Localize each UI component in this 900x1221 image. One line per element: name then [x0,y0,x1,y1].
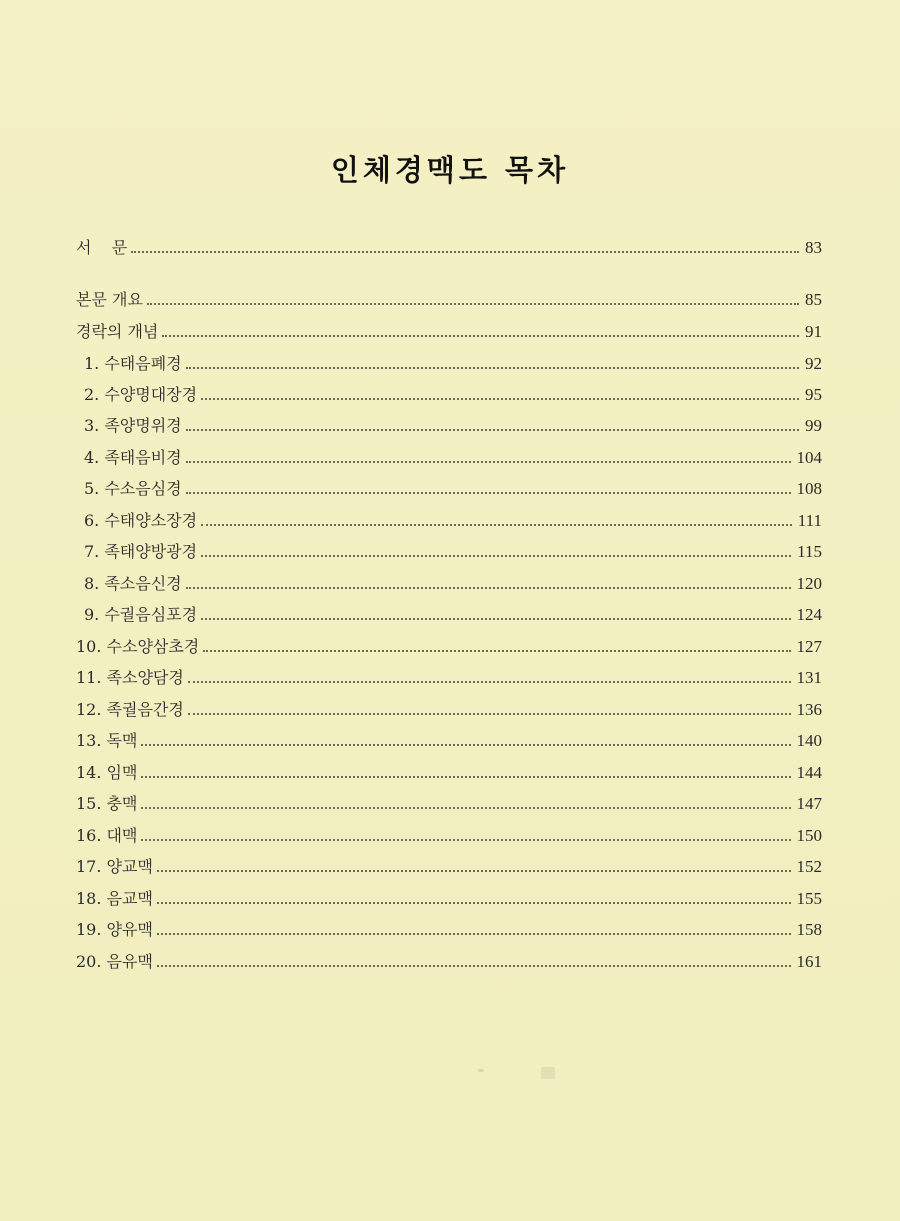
toc-entry-page: 161 [796,952,822,971]
toc-leader-dots [157,902,791,904]
toc-entry-page: 155 [796,889,822,908]
toc-entry [84,505,822,531]
toc-entry-page: 152 [796,857,822,876]
toc-entry [84,348,822,374]
toc-leader-dots [157,870,791,872]
toc-entry [76,232,822,258]
toc-leader-dots [188,713,791,715]
toc-entry-label: 7. 족태양방광경 [84,542,198,561]
toc-entry-label: 경락의 개념 [76,322,159,341]
toc-entry-page: 136 [796,700,822,719]
toc-leader-dots [188,681,791,683]
toc-entry-page: 140 [796,731,822,750]
toc-leader-dots [186,461,791,463]
toc-entry-label: 8. 족소음신경 [84,574,182,593]
toc-entry-label: 9. 수궐음심포경 [84,605,198,624]
toc-leader-dots [147,303,799,305]
toc-entry [84,379,822,405]
toc-entry-page: 131 [796,668,822,687]
toc-entry-label: 3. 족양명위경 [84,416,182,435]
toc-entry-label: 13. 독맥 [76,731,138,750]
toc-entry-page: 91 [805,322,822,341]
toc-leader-dots [186,492,791,494]
toc-entry-label: 10. 수소양삼초경 [76,637,200,656]
toc-entry [76,883,822,909]
toc-entry-page: 158 [796,920,822,939]
toc-leader-dots [186,367,799,369]
toc-leader-dots [186,587,791,589]
toc-entry-label: 서 문 [76,238,128,257]
toc-entry-page: 124 [796,605,822,624]
toc-entry-page: 104 [796,448,822,467]
toc-leader-dots [131,251,799,253]
toc-entry-page: 115 [797,542,822,561]
toc-entry [76,694,822,720]
toc-leader-dots [201,618,790,620]
toc-leader-dots [157,965,791,967]
toc-entry [76,725,822,751]
toc-leader-dots [201,398,799,400]
toc-entry-page: 111 [797,511,822,530]
page-title: 인체경맥도 목차 [330,153,570,187]
toc-entry [76,284,822,310]
toc-entry [76,820,822,846]
toc-entry-label: 11. 족소양담경 [76,668,184,687]
toc-leader-dots [203,650,790,652]
toc-entry-page: 95 [805,385,822,404]
toc-entry [76,662,822,688]
paper-speck [478,1069,484,1072]
toc-leader-dots [141,744,790,746]
toc-entry-label: 12. 족궐음간경 [76,700,184,719]
toc-entry-label: 17. 양교맥 [76,857,153,876]
toc-leader-dots [162,335,799,337]
toc-entry [76,631,822,657]
toc-entry-label: 본문 개요 [76,290,143,309]
toc-leader-dots [157,933,791,935]
toc-entry-label: 2. 수양명대장경 [84,385,198,404]
toc-entry-label: 19. 양유맥 [76,920,153,939]
toc-entry-page: 92 [805,354,822,373]
toc-entry-page: 120 [796,574,822,593]
toc-entry [84,536,822,562]
toc-entry [84,599,822,625]
toc-entry [76,914,822,940]
toc-entry [76,851,822,877]
toc-entry-page: 99 [805,416,822,435]
toc-entry-label: 4. 족태음비경 [84,448,182,467]
toc-leader-dots [186,429,799,431]
toc-entry-page: 150 [796,826,822,845]
toc-entry [84,410,822,436]
toc-entry-page: 83 [805,238,822,257]
toc-leader-dots [201,555,791,557]
toc-entry [76,316,822,342]
toc-entry [76,757,822,783]
toc-entry [76,788,822,814]
toc-entry-label: 6. 수태양소장경 [84,511,198,530]
toc-entry-page: 127 [796,637,822,656]
toc-entry-page: 85 [805,290,822,309]
toc-entry-page: 144 [796,763,822,782]
toc-leader-dots [141,776,790,778]
toc-entry [84,568,822,594]
toc-entry [84,473,822,499]
toc-entry [76,946,822,972]
toc-entry-label: 14. 임맥 [76,763,138,782]
toc-entry-label: 1. 수태음폐경 [84,354,182,373]
toc-leader-dots [141,807,790,809]
toc-entry-label: 20. 음유맥 [76,952,153,971]
paper-speck [541,1067,555,1079]
toc-entry-page: 147 [796,794,822,813]
toc-entry-label: 5. 수소음심경 [84,479,182,498]
toc-entry [84,442,822,468]
toc-entry-label: 18. 음교맥 [76,889,153,908]
toc-leader-dots [141,839,790,841]
toc-entry-label: 15. 충맥 [76,794,138,813]
toc-entry-page: 108 [796,479,822,498]
toc-entry-label: 16. 대맥 [76,826,138,845]
toc-leader-dots [201,524,792,526]
